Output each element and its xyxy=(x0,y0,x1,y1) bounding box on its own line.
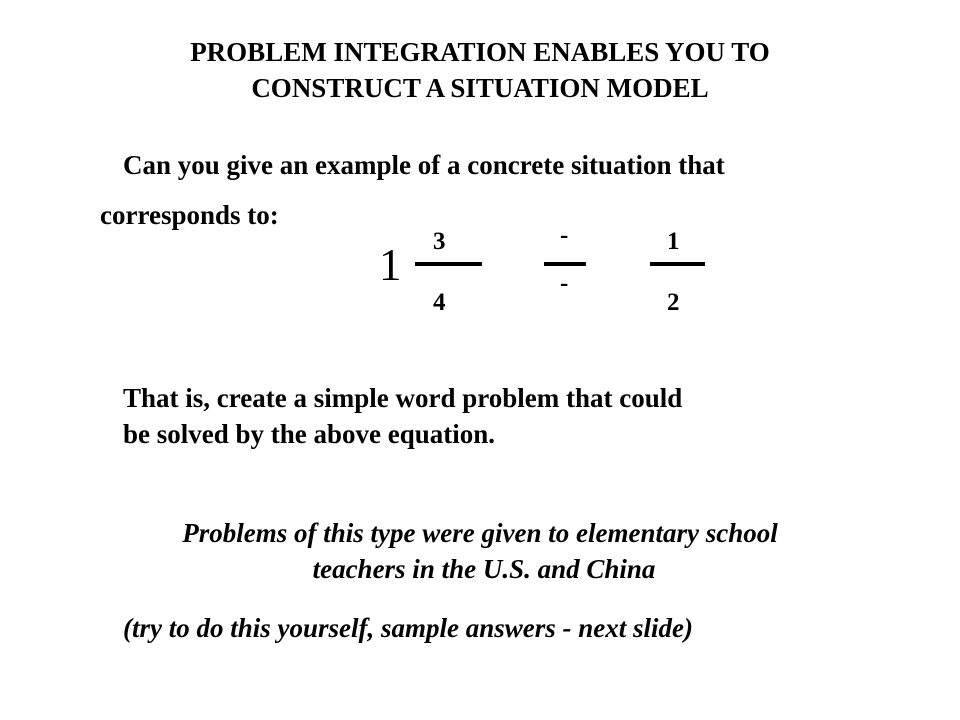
question-line-2: corresponds to: xyxy=(100,200,279,230)
operator-top-mark: - xyxy=(560,222,569,249)
hint-text: (try to do this yourself, sample answers - next slide) xyxy=(123,613,694,643)
question-line-1: Can you give an example of a concrete situation that xyxy=(123,150,725,180)
fraction-1-denominator: 4 xyxy=(433,289,446,316)
instruction-line-1: That is, create a simple word problem that could xyxy=(123,383,683,413)
fraction-1-numerator: 3 xyxy=(433,228,446,255)
operator-bottom-mark: - xyxy=(560,270,569,297)
instruction-line-2: be solved by the above equation. xyxy=(123,419,496,449)
fraction-2-denominator: 2 xyxy=(667,289,680,316)
fraction-2-numerator: 1 xyxy=(667,228,680,255)
note-paragraph xyxy=(0,515,960,587)
note-line-1: Problems of this type were given to elementary school xyxy=(182,518,778,548)
slide-title-line-1: PROBLEM INTEGRATION ENABLES YOU TO xyxy=(190,37,770,67)
slide-title-line-2: CONSTRUCT A SITUATION MODEL xyxy=(251,73,709,103)
note-line-2: teachers in the U.S. and China xyxy=(312,554,656,584)
instruction-paragraph xyxy=(123,380,682,452)
equation-whole-number: 1 xyxy=(379,240,402,290)
fraction-2-bar xyxy=(650,262,705,266)
fraction-1-bar xyxy=(415,262,482,266)
slide-title xyxy=(0,34,960,106)
operator-bar xyxy=(544,262,586,266)
